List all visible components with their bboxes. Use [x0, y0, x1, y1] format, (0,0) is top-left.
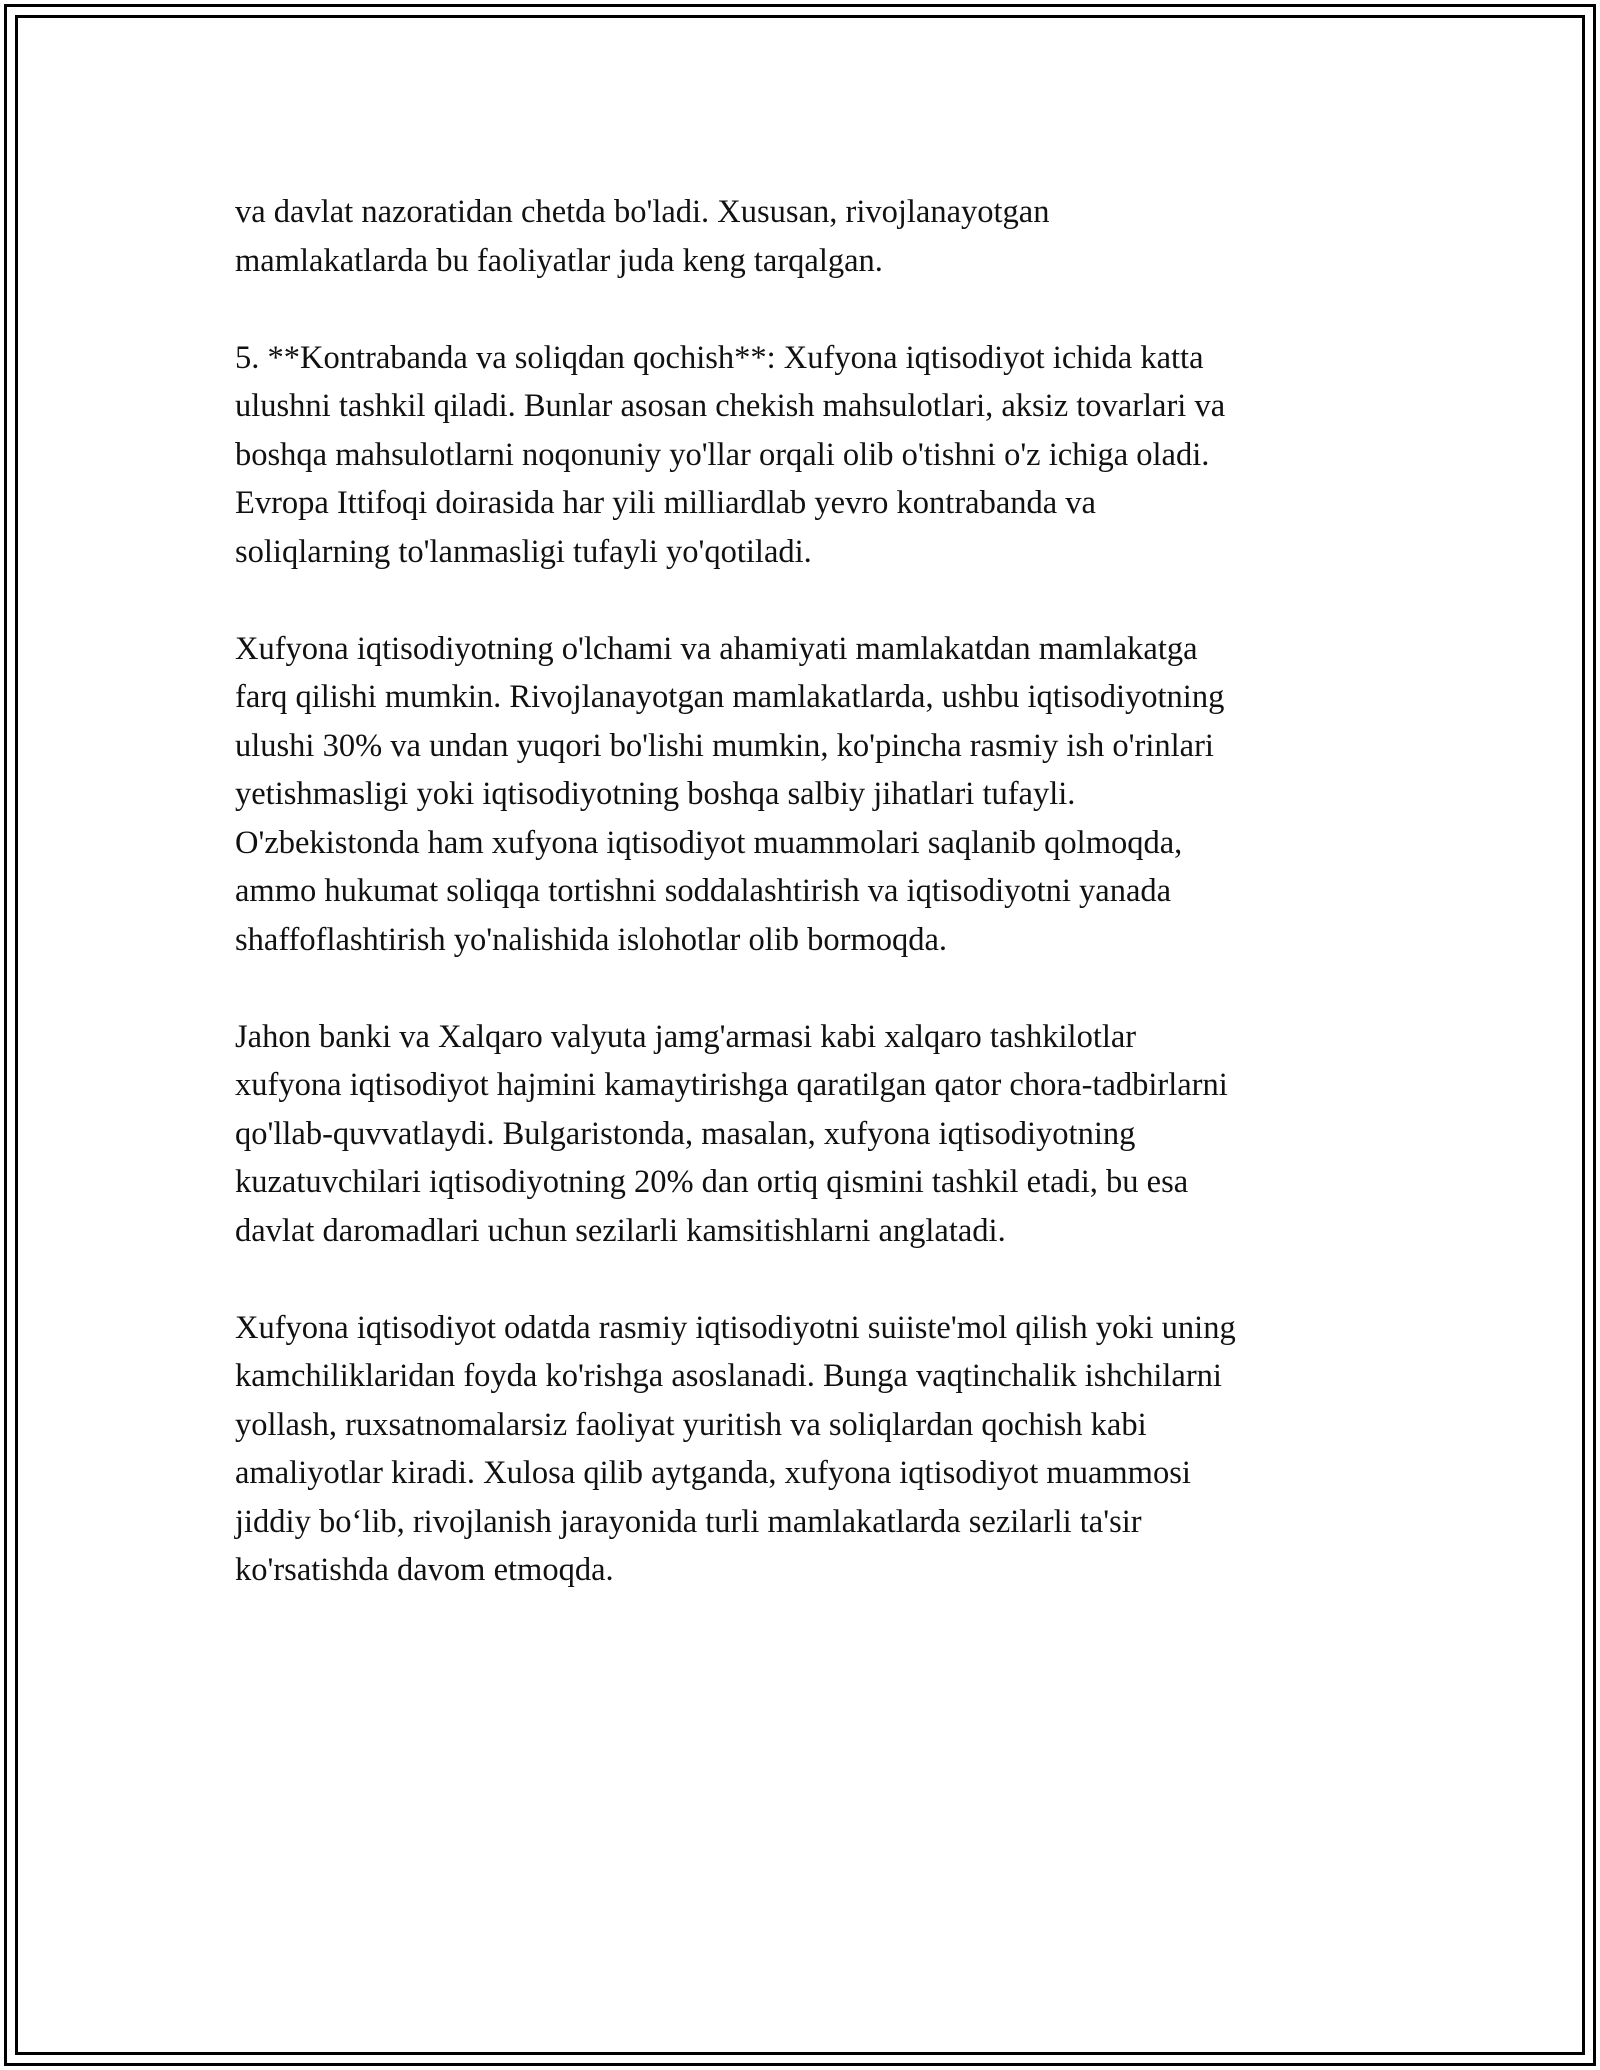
text-line: 5. **Kontrabanda va soliqdan qochish**: Xufyona iqtisodiyot ichida katta	[235, 339, 1204, 376]
text-line: shaffoflashtirish yo'nalishida islohotlar olib bormoqda.	[235, 921, 948, 958]
text-line: soliqlarning to'lanmasligi tufayli yo'qotiladi.	[235, 533, 812, 570]
paragraph-size-significance	[235, 625, 1375, 965]
paragraph-smuggling	[235, 334, 1375, 577]
text-line: farq qilishi mumkin. Rivojlanayotgan mamlakatlarda, ushbu iqtisodiyotning	[235, 679, 1225, 715]
text-line: qo'llab-quvvatlaydi. Bulgaristonda, masalan, xufyona iqtisodiyotning	[235, 1115, 1136, 1152]
paragraph-international-orgs	[235, 1013, 1375, 1256]
text-line: ko'rsatishda davom etmoqda.	[235, 1552, 614, 1588]
text-line: yetishmasligi yoki iqtisodiyotning boshqa salbiy jihatlari tufayli.	[235, 776, 1076, 812]
document-body	[235, 188, 1375, 1643]
text-line: Xufyona iqtisodiyotning o'lchami va ahamiyati mamlakatdan mamlakatga	[235, 630, 1198, 667]
text-line: ulushi 30% va undan yuqori bo'lishi mumkin, ko'pincha rasmiy ish o'rinlari	[235, 727, 1214, 764]
text-line: amaliyotlar kiradi. Xulosa qilib aytganda, xufyona iqtisodiyot muammosi	[235, 1455, 1191, 1491]
text-line: davlat daromadlari uchun sezilarli kamsitishlarni anglatadi.	[235, 1212, 1006, 1249]
paragraph-conclusion	[235, 1304, 1375, 1595]
text-line: yollash, ruxsatnomalarsiz faoliyat yuritish va soliqlardan qochish kabi	[235, 1406, 1147, 1443]
text-line: kuzatuvchilari iqtisodiyotning 20% dan ortiq qismini tashkil etadi, bu esa	[235, 1164, 1189, 1200]
text-line: jiddiy bo‘lib, rivojlanish jarayonida turli mamlakatlarda sezilarli ta'sir	[235, 1503, 1142, 1540]
paragraph-continuation	[235, 188, 1375, 285]
text-line: ammo hukumat soliqqa tortishni soddalashtirish va iqtisodiyotni yanada	[235, 873, 1172, 909]
text-line: Evropa Ittifoqi doirasida har yili milliardlab yevro kontrabanda va	[235, 485, 1096, 521]
text-line: ulushni tashkil qiladi. Bunlar asosan chekish mahsulotlari, aksiz tovarlari va	[235, 388, 1226, 424]
text-line: Jahon banki va Xalqaro valyuta jamg'armasi kabi xalqaro tashkilotlar	[235, 1018, 1137, 1055]
text-line: boshqa mahsulotlarni noqonuniy yo'llar orqali olib o'tishni o'z ichiga oladi.	[235, 436, 1210, 473]
text-line: xufyona iqtisodiyot hajmini kamaytirishga qaratilgan qator chora-tadbirlarni	[235, 1067, 1228, 1103]
text-line: Xufyona iqtisodiyot odatda rasmiy iqtisodiyotni suiiste'mol qilish yoki uning	[235, 1309, 1236, 1346]
text-line: O'zbekistonda ham xufyona iqtisodiyot muammolari saqlanib qolmoqda,	[235, 824, 1183, 861]
text-line: kamchiliklaridan foyda ko'rishga asoslanadi. Bunga vaqtinchalik ishchilarni	[235, 1358, 1222, 1394]
text-line: va davlat nazoratidan chetda bo'ladi. Xususan, rivojlanayotgan	[235, 194, 1050, 230]
text-line: mamlakatlarda bu faoliyatlar juda keng tarqalgan.	[235, 242, 883, 279]
